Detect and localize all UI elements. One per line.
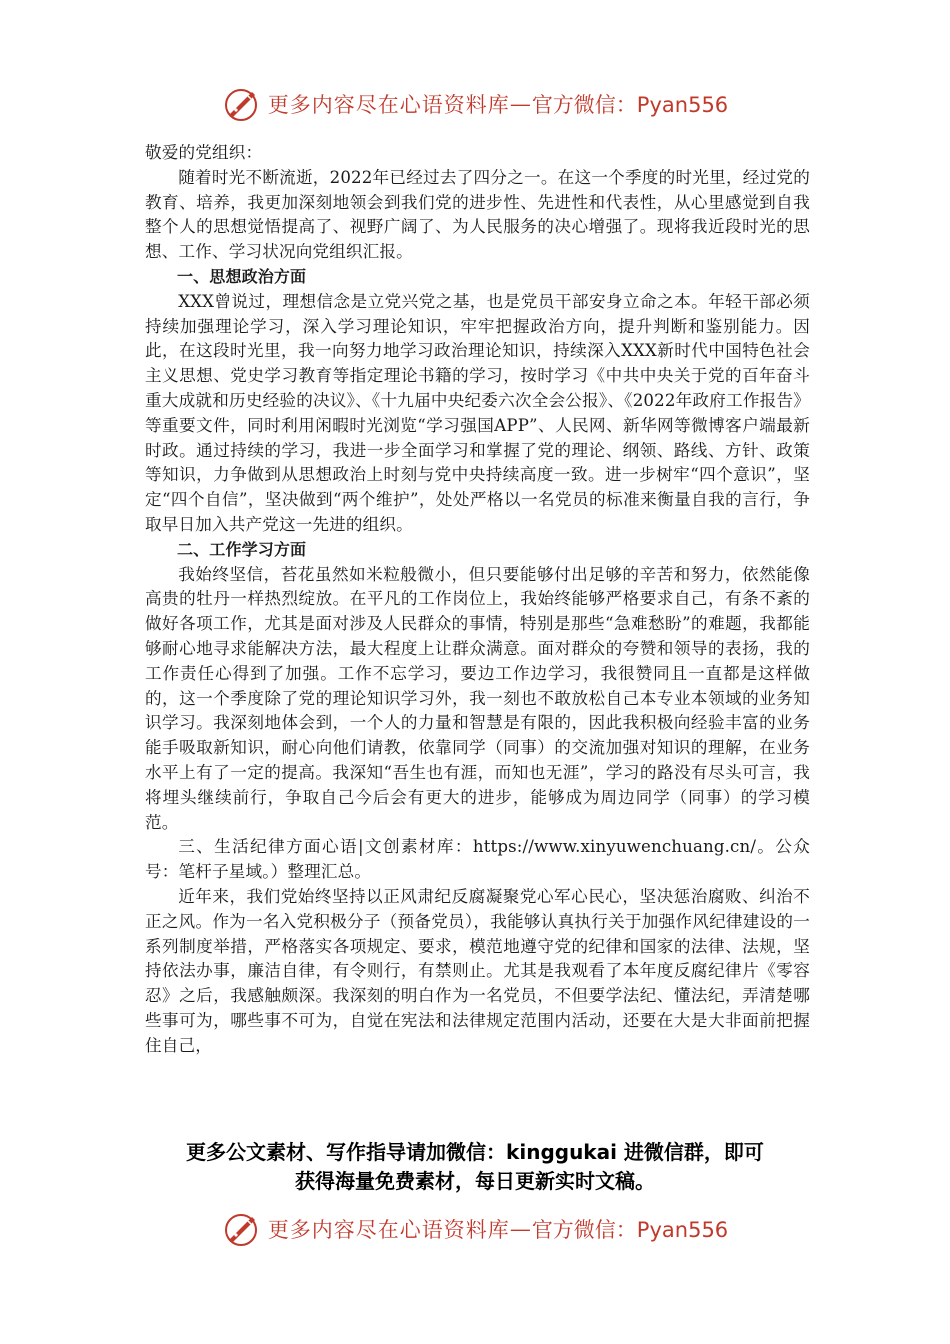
section2-paragraph: 我始终坚信，苔花虽然如米粒般微小，但只要能够付出足够的辛苦和努力，依然能像高贵的牡丹一样热烈绽放。在平凡的工作岗位上，我始终能够严格要求自己，有条不紊的做好各项工作，尤其是面对涉及人民群众的事情，特别是那些“急难愁盼”的难题，我都能够耐心地寻求能解决方法，最大程度上让群众满意。面对群众的夸赞和领导的表扬，我的工作责任心得到了加强。工作不忘学习，要边工作边学习，我很赞同且一直都是这样做的，这一个季度除了党的理论知识学习外，我一刻也不敢放松自己本专业本领域的业务知识学习。我深刻地体会到，一个人的力量和智慧是有限的，因此我积极向经验丰富的业务能手吸取新知识，耐心向他们请教，依靠同学（同事）的交流加强对知识的理解，在业务水平上有了一定的提高。我深知“吾生也有涯，而知也无涯”，学习的路没有尽头可言，我将埋头继续前行，争取自己今后会有更大的进步，能够成为周边同学（同事）的学习模范。 <box>145 564 810 832</box>
document-body <box>145 141 810 1058</box>
pen-nib-logo-icon <box>222 1209 262 1249</box>
header-banner <box>0 82 950 126</box>
intro-paragraph: 随着时光不断流逝，2022年已经过去了四分之一。在这一个季度的时光里，经过党的教育、培养，我更加深刻地领会到我们党的进步性、先进性和代表性，从心里感觉到自我整个人的思想觉悟提高了、视野广阔了、为人民服务的决心增强了。现将我近段时光的思想、工作、学习状况向党组织汇报。 <box>145 167 810 262</box>
banner-separator: — <box>509 92 532 116</box>
section1-heading: 一、思想政治方面 <box>177 266 307 286</box>
section2-heading: 二、工作学习方面 <box>177 539 307 559</box>
footer-banner-title: 更多内容尽在心语资料库 <box>267 1218 510 1242</box>
pen-nib-logo-icon <box>222 84 262 124</box>
section3-paragraph: 近年来，我们党始终坚持以正风肃纪反腐凝聚党心军心民心，坚决惩治腐败、纠治不正之风。作为一名入党积极分子（预备党员），我能够认真执行关于加强作风纪律建设的一系列制度举措，严格落实各项规定、要求，模范地遵守党的纪律和国家的法律、法规，坚持依法办事，廉洁自律，有令则行，有禁则止。尤其是我观看了本年度反腐纪律片《零容忍》之后，我感触颇深。我深刻的明白作为一名党员，不但要学法纪、懂法纪，弄清楚哪些事可为，哪些事不可为，自觉在宪法和法律规定范围内活动，还要在大是大非面前把握住自己， <box>145 886 810 1055</box>
footer-banner-separator: — <box>509 1217 532 1241</box>
salutation: 敬爱的党组织： <box>145 143 263 162</box>
banner-title: 更多内容尽在心语资料库 <box>267 93 510 117</box>
banner-wechat: 官方微信：Pyan556 <box>531 93 729 117</box>
footer-banner <box>0 1207 950 1251</box>
section3-heading-line: 三、生活纪律方面心语|文创素材库：https://www.xinyuwenchuang.cn/。公众号：笔杆子星域。）整理汇总。 <box>145 837 810 882</box>
promo-line-1: 更多公文素材、写作指导请加微信：kinggukai 进微信群，即可 <box>186 1140 764 1164</box>
promo-notice <box>120 1138 830 1196</box>
promo-line-2: 获得海量免费素材，每日更新实时文稿。 <box>295 1169 655 1193</box>
section1-paragraph: XXX曾说过，理想信念是立党兴党之基，也是党员干部安身立命之本。年轻干部必须持续加强理论学习，深入学习理论知识，牢牢把握政治方向，提升判断和鉴别能力。因此，在这段时光里，我一向努力地学习政治理论知识，持续深入XXX新时代中国特色社会主义思想、党史学习教育等指定理论书籍的学习，按时学习《中共中央关于党的百年奋斗重大成就和历史经验的决议》、《十九届中央纪委六次全会公报》、《2022年政府工作报告》等重要文件，同时利用闲暇时光浏览“学习强国APP”、人民网、新华网等微博客户端最新时政。通过持续的学习，我进一步全面学习和掌握了党的理论、纲领、路线、方针、政策等知识，力争做到从思想政治上时刻与党中央持续高度一致。进一步树牢“四个意识”，坚定“四个自信”，坚决做到“两个维护”，处处严格以一名党员的标准来衡量自我的言行，争取早日加入共产党这一先进的组织。 <box>145 291 810 534</box>
footer-banner-wechat: 官方微信：Pyan556 <box>531 1218 729 1242</box>
